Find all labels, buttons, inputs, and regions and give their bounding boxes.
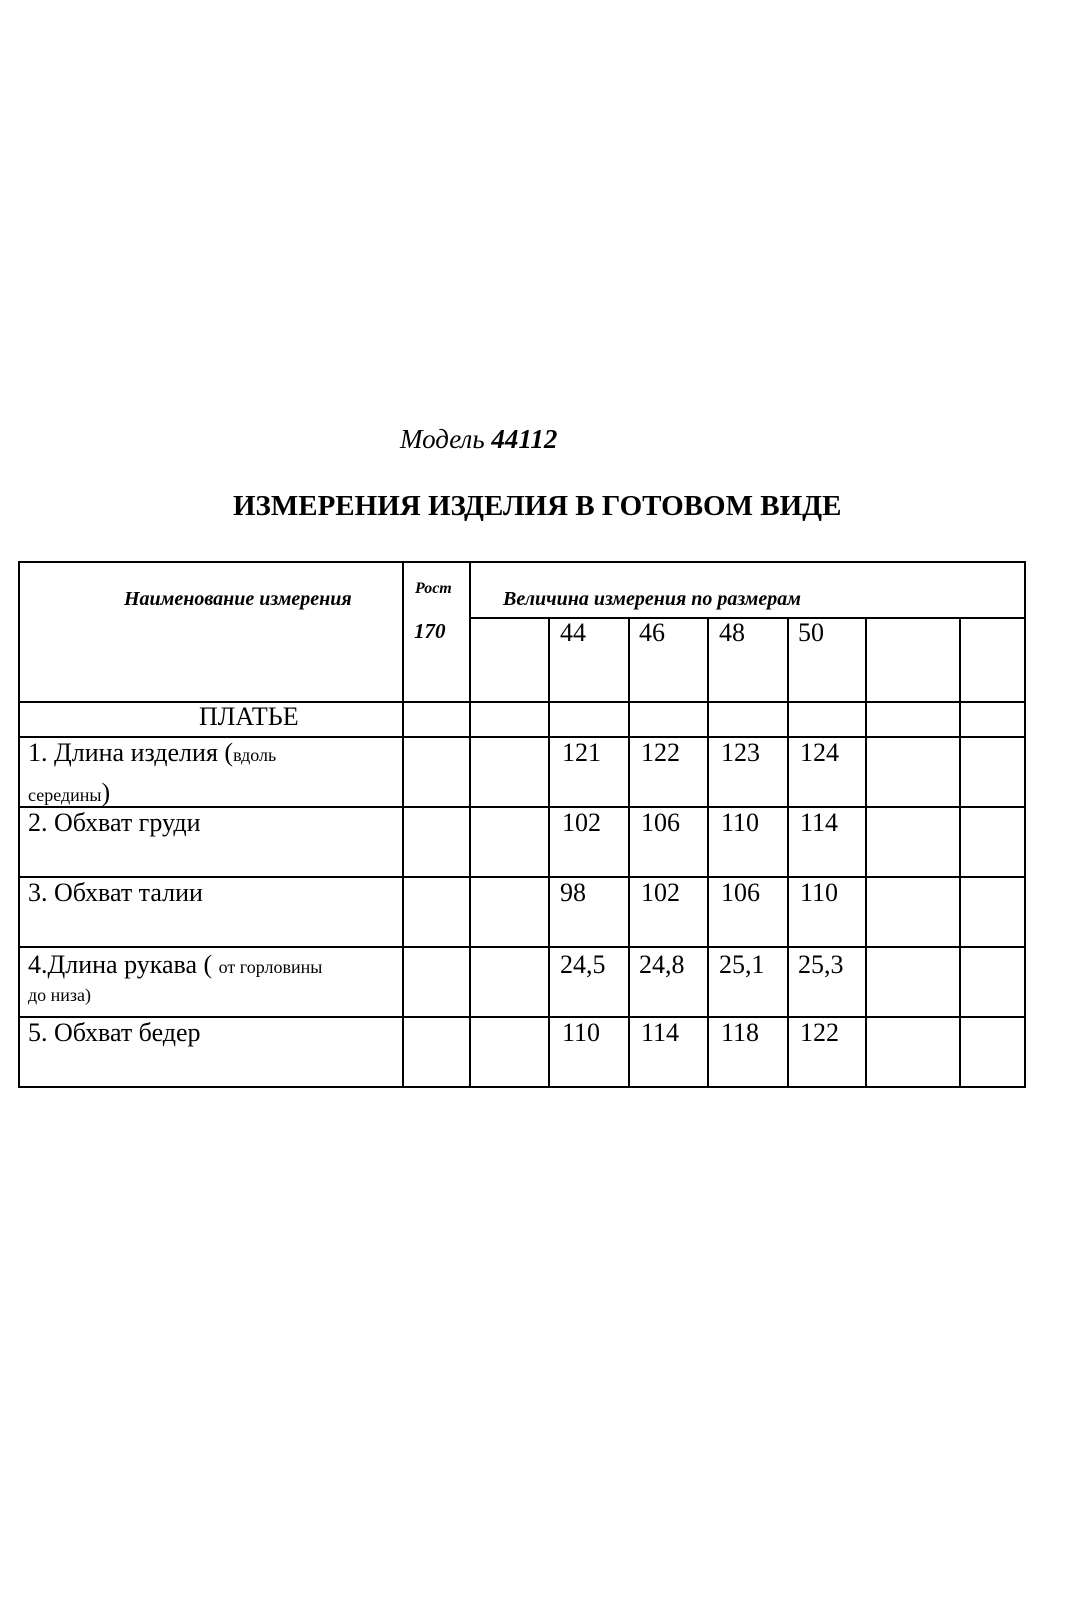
- size-50: 50: [798, 618, 824, 647]
- row-1-name: [28, 738, 276, 768]
- section-title: ПЛАТЬЕ: [199, 702, 299, 731]
- row-3-value: 106: [721, 878, 760, 907]
- row-2-value: 106: [641, 808, 680, 837]
- row-4-value: 25,1: [719, 950, 765, 979]
- row-1-note-line2: [28, 778, 110, 808]
- model-label: Модель: [400, 424, 485, 454]
- row-2-value: 110: [721, 808, 760, 837]
- row-5-value: 122: [800, 1018, 839, 1047]
- header-height-label: Рост: [415, 580, 452, 597]
- table-border: [402, 561, 404, 1088]
- row-3-name: 3. Обхват талии: [28, 878, 203, 907]
- row-4-value: 25,3: [798, 950, 844, 979]
- table-border: [548, 617, 550, 1088]
- row-1-note2: середины: [28, 785, 102, 805]
- table-border: [469, 561, 471, 1088]
- document-title: ИЗМЕРЕНИЯ ИЗДЕЛИЯ В ГОТОВОМ ВИДЕ: [233, 490, 842, 522]
- row-2-name: 2. Обхват груди: [28, 808, 201, 837]
- header-height-value: 170: [414, 619, 446, 643]
- row-4-value: 24,8: [639, 950, 685, 979]
- size-44: 44: [560, 618, 586, 647]
- row-3-value: 110: [800, 878, 839, 907]
- table-border: [18, 561, 1026, 563]
- row-5-value: 118: [721, 1018, 760, 1047]
- row-3-value: 102: [641, 878, 680, 907]
- row-1-tail: ): [101, 778, 111, 807]
- table-border: [18, 946, 1026, 948]
- table-border: [865, 617, 867, 1088]
- row-1-value: 124: [800, 738, 839, 767]
- table-border: [18, 701, 1026, 703]
- model-number: 44112: [491, 424, 558, 454]
- size-46: 46: [639, 618, 665, 647]
- row-1-value: 122: [641, 738, 680, 767]
- row-4-name: [28, 950, 322, 980]
- table-border: [787, 617, 789, 1088]
- row-1-value: 123: [721, 738, 760, 767]
- row-5-value: 110: [562, 1018, 601, 1047]
- row-3-value: 98: [560, 878, 586, 907]
- table-border: [18, 1086, 1026, 1088]
- row-2-value: 102: [562, 808, 601, 837]
- table-border: [18, 561, 20, 1088]
- table-border: [707, 617, 709, 1088]
- row-2-value: 114: [800, 808, 839, 837]
- row-4-note: от горловины: [218, 957, 323, 977]
- table-border: [628, 617, 630, 1088]
- row-4-label: 4.Длина рукава (: [28, 950, 219, 979]
- row-4-note2: до низа): [28, 985, 92, 1005]
- row-1-label: 1. Длина изделия (: [28, 738, 234, 767]
- size-48: 48: [719, 618, 745, 647]
- row-5-name: 5. Обхват бедер: [28, 1018, 201, 1047]
- row-4-value: 24,5: [560, 950, 606, 979]
- header-sizes-label: Величина измерения по размерам: [503, 588, 801, 610]
- row-5-value: 114: [641, 1018, 680, 1047]
- header-measurement-name: Наименование измерения: [124, 588, 352, 610]
- row-1-note: вдоль: [233, 745, 277, 765]
- table-border: [959, 617, 961, 1088]
- table-border: [1024, 561, 1026, 1088]
- row-1-value: 121: [562, 738, 601, 767]
- table-border: [470, 617, 1026, 619]
